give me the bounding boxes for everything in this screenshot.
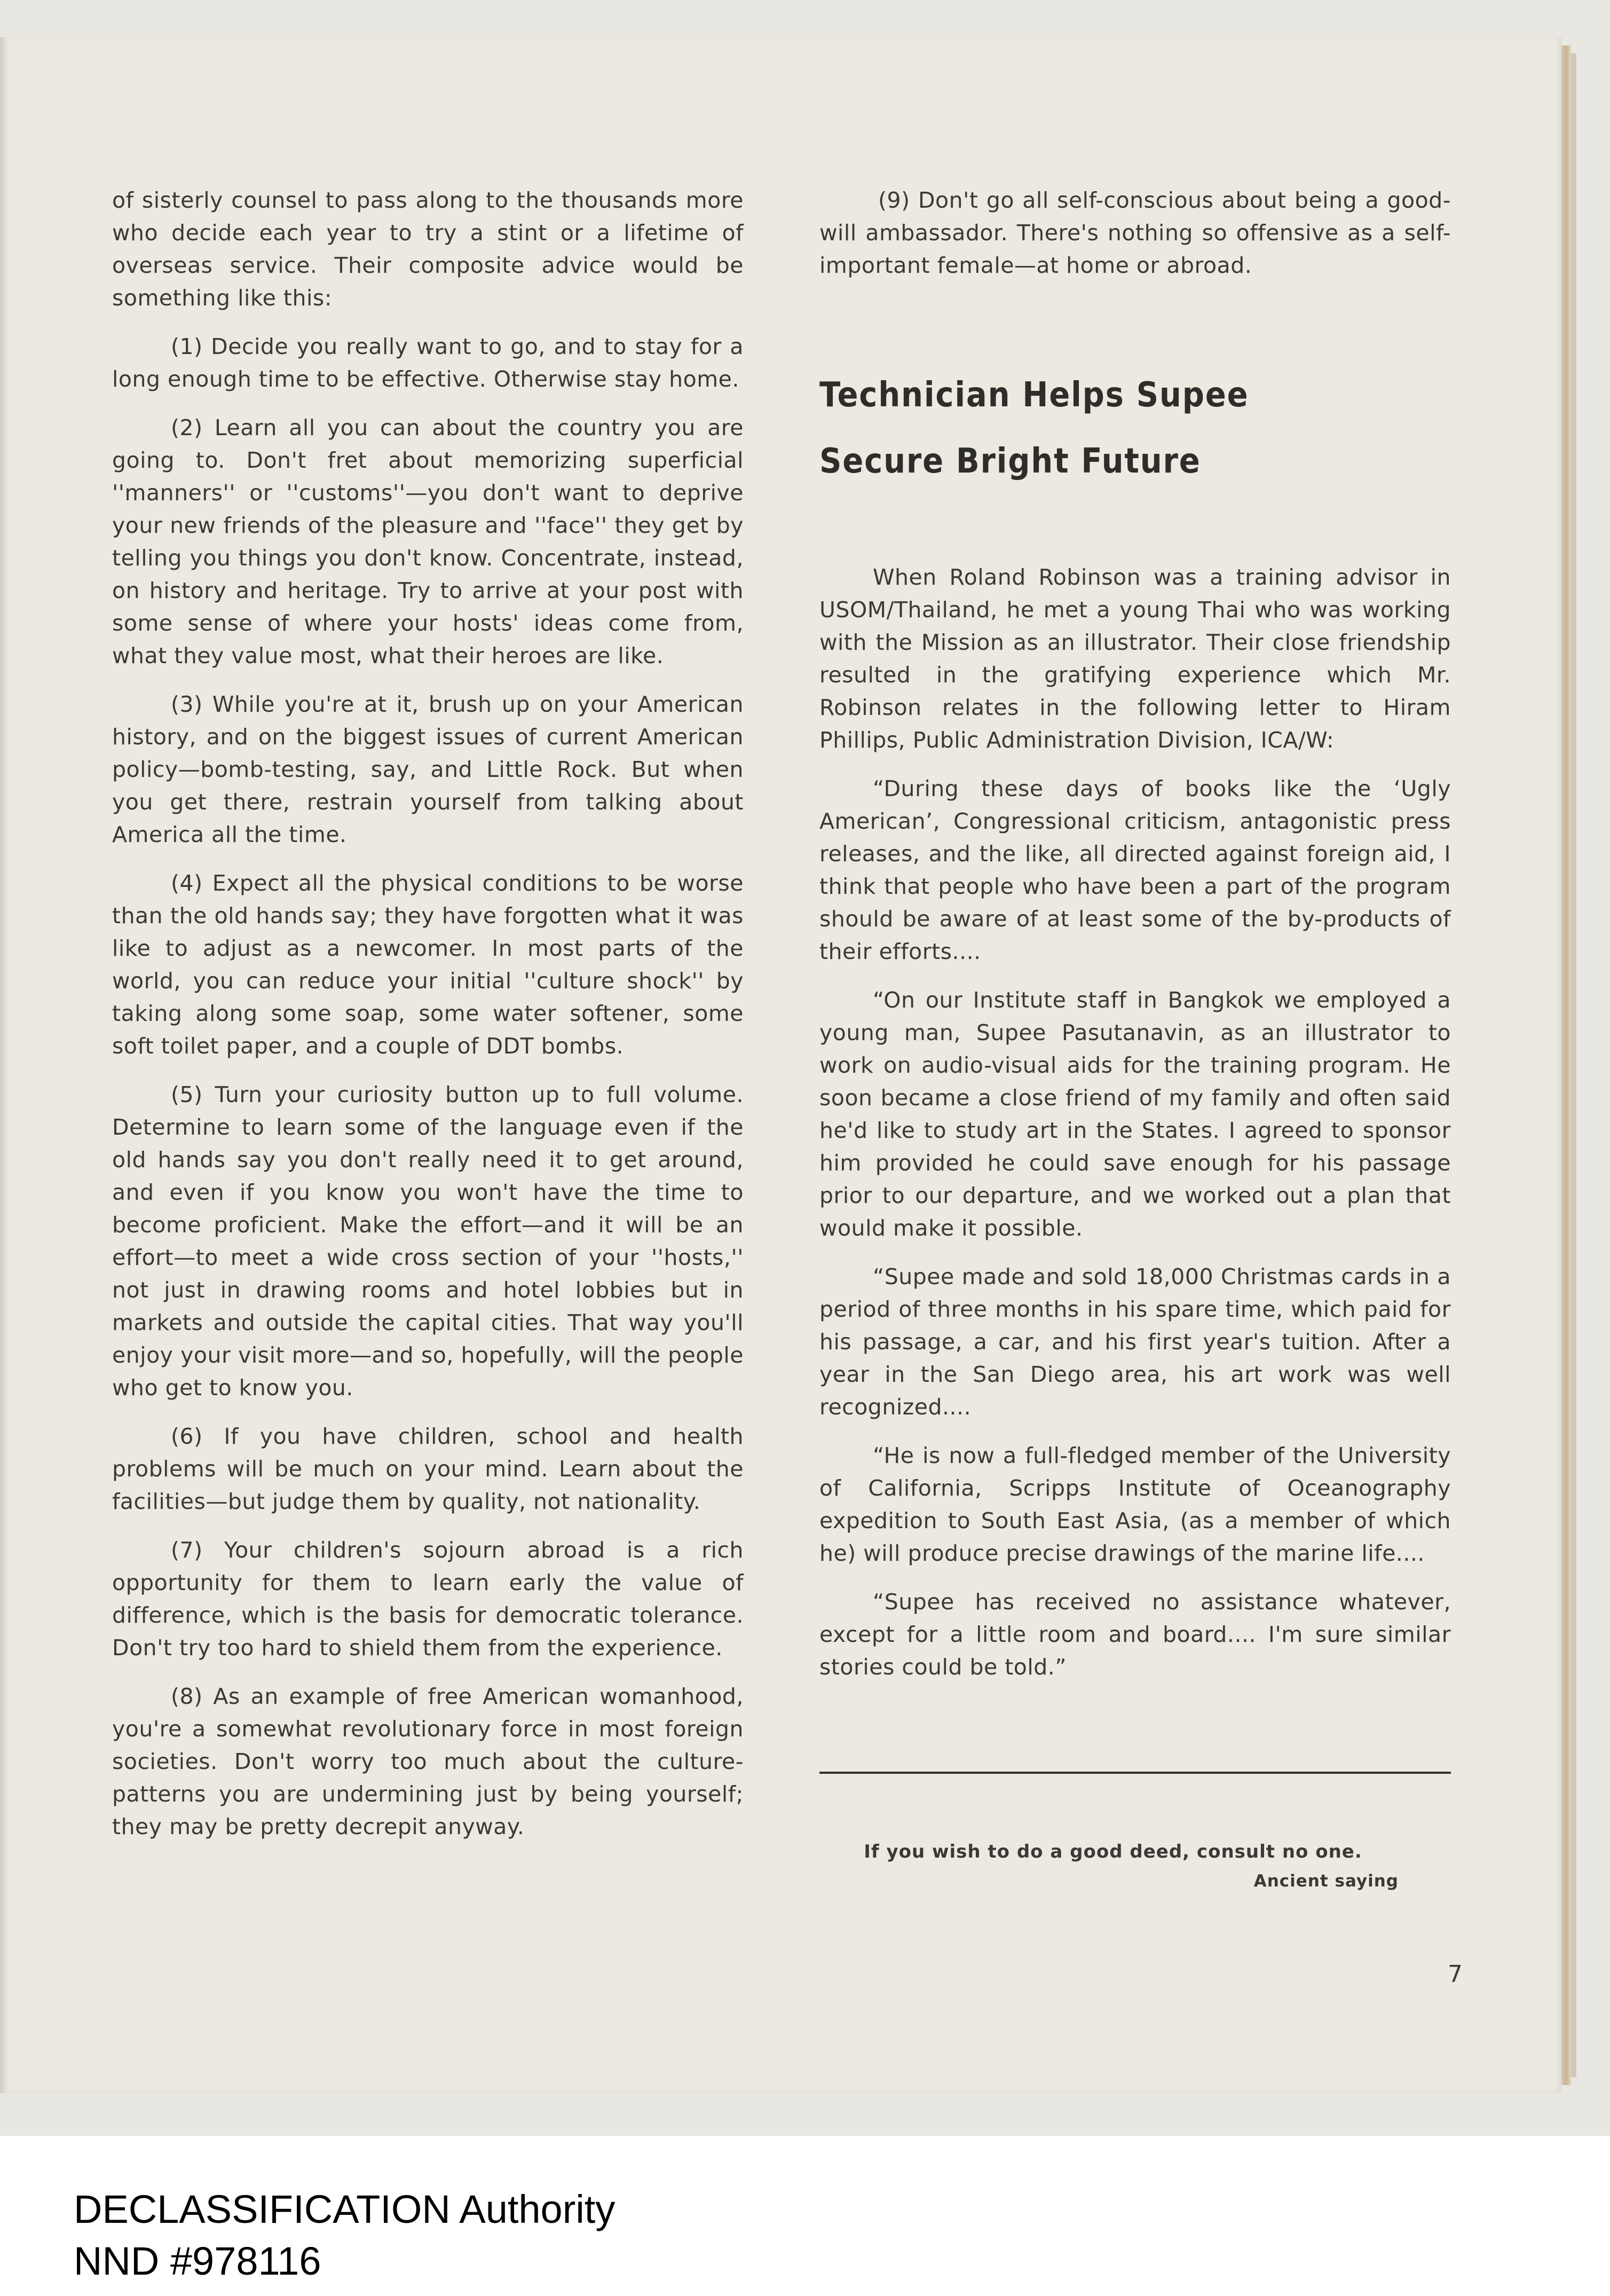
advice-item-7: (7) Your children's sojourn abroad is a rich opportunity for them to learn early the value of difference, which is the basis for democratic tolerance. Don't try too hard to shield them from the experience.: [112, 1537, 744, 1661]
advice-item-1: (1) Decide you really want to go, and to stay for a long enough time to be effective. Otherwise stay home.: [112, 334, 744, 392]
advice-item-5: (5) Turn your curiosity button up to full volume. Determine to learn some of the language even if the old hands say you don't really need it to get around, and even if you know you won't have the time to become proficient. Make the effort—and it will be an effort—to meet a wide cross section of your ''hosts,'' not just in drawing rooms and hotel lobbies but in markets and outside the capital cities. That way you'll enjoy your visit more—and so, hopefully, will the people who get to know you.: [112, 1082, 744, 1401]
page-gutter-shadow: [0, 37, 9, 2093]
advice-item-3: (3) While you're at it, brush up on your American history, and on the biggest issues of current American policy—bomb-testing, say, and Little Rock. But when you get there, restrain yourself from talking about America all the time.: [112, 691, 744, 847]
article-paragraph: “During these days of books like the ‘Ugly American’, Congressional criticism, antagonistic press releases, and the like, all directed against foreign aid, I think that people who have been a part of the program should be aware of at least some of the by-products of their efforts....: [819, 776, 1451, 964]
article-paragraph: “Supee made and sold 18,000 Christmas cards in a period of three months in his spare time, which paid for his passage, a car, and his first year's tuition. After a year in the San Diego area, his art work was well recognized....: [819, 1264, 1451, 1420]
advice-item-8: (8) As an example of free American womanhood, you're a somewhat revolutionary force in most foreign societies. Don't worry too much about the culture-patterns you are undermining just by being yourself; they may be pretty decrepit anyway.: [112, 1684, 744, 1839]
article-paragraph: “Supee has received no assistance whatever, except for a little room and board.... I'm sure similar stories could be told.”: [819, 1589, 1451, 1680]
article-body: [819, 561, 1451, 1684]
headline-line-1: Technician Helps Supee: [819, 375, 1249, 415]
headline-line-2: Secure Bright Future: [819, 442, 1201, 481]
page-edge: [1561, 45, 1571, 2085]
page-number: 7: [1448, 1961, 1463, 1988]
article-headline: [819, 362, 1451, 494]
advice-item-9: (9) Don't go all self-conscious about being a good-will ambassador. There's nothing so offensive as a self-important female—at home or abroad.: [819, 187, 1451, 278]
closing-quote: If you wish to do a good deed, consult no one.: [864, 1841, 1362, 1862]
right-text-column: [819, 184, 1451, 1700]
page-edge-shadow: [1571, 53, 1576, 2077]
quote-attribution: Ancient saying: [1253, 1872, 1399, 1891]
section-divider: [819, 1772, 1451, 1774]
nnd-number-label: NND #978116: [74, 2239, 321, 2283]
left-text-column: [112, 184, 744, 1859]
article-paragraph: “He is now a full-fledged member of the University of California, Scripps Institute of Oceanography expedition to South East Asia, (as a member of which he) will produce precise drawings of the marine life....: [819, 1443, 1451, 1566]
article-paragraph: “On our Institute staff in Bangkok we employed a young man, Supee Pasutanavin, as an illustrator to work on audio-visual aids for the training program. He soon became a close friend of my family and often said he'd like to study art in the States. I agreed to sponsor him provided he could save enough for his passage prior to our departure, and we worked out a plan that would make it possible.: [819, 987, 1451, 1241]
advice-item-4: (4) Expect all the physical conditions to be worse than the old hands say; they have forgotten what it was like to adjust as a newcomer. In most parts of the world, you can reduce your initial ''culture shock'' by taking along some soap, some water softener, some soft toilet paper, and a couple of DDT bombs.: [112, 870, 744, 1059]
advice-item-2: (2) Learn all you can about the country you are going to. Don't fret about memorizing superficial ''manners'' or ''customs''—you don't want to deprive your new friends of the pleasure and ''face'' they get by telling you things you don't know. Concentrate, instead, on history and heritage. Try to arrive at your post with some sense of where your hosts' ideas come from, what they value most, what their heroes are like.: [112, 415, 744, 669]
article-paragraph: When Roland Robinson was a training advisor in USOM/Thailand, he met a young Thai who was working with the Mission as an illustrator. Their close friendship resulted in the gratifying experience which Mr. Robinson relates in the following letter to Hiram Phillips, Public Administration Division, ICA/W:: [819, 564, 1451, 753]
body-paragraph: of sisterly counsel to pass along to the thousands more who decide each year to try a stint or a lifetime of overseas service. Their composite advice would be something like this:: [112, 187, 744, 311]
advice-item-6: (6) If you have children, school and health problems will be much on your mind. Learn about the facilities—but judge them by quality, not nationality.: [112, 1424, 744, 1514]
declassification-authority-label: DECLASSIFICATION Authority: [74, 2187, 615, 2231]
